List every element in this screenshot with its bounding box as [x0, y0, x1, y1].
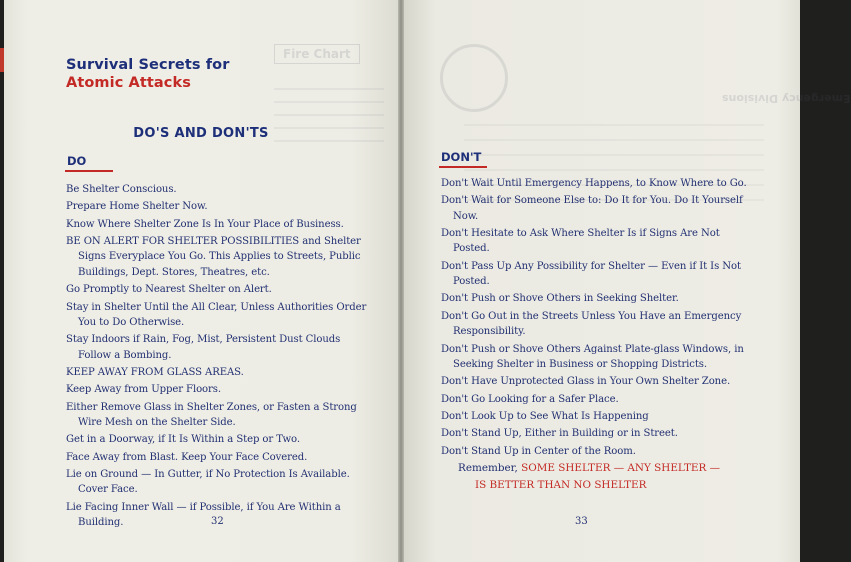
- show-through-text: [274, 88, 384, 153]
- dont-list-item: Don't Pass Up Any Possibility for Shelter — Even if It Is Not Posted.: [441, 260, 741, 288]
- do-list-item: Go Promptly to Nearest Shelter on Alert.: [66, 284, 272, 296]
- left-page: [4, 0, 398, 562]
- dont-list-item: Don't Push or Shove Others Against Plate-glass Windows, in Seeking Shelter in Business or Shopping Districts.: [441, 343, 744, 370]
- page-number-right: 33: [575, 516, 588, 527]
- dont-list-item: Don't Have Unprotected Glass in Your Own Shelter Zone.: [441, 376, 731, 388]
- do-list-item: Know Where Shelter Zone Is In Your Place of Business.: [66, 218, 344, 230]
- dont-list: [441, 176, 747, 461]
- dont-list-item: Don't Wait for Someone Else to: Do It for You. Do It Yourself Now.: [441, 195, 743, 222]
- dont-list-item: Don't Go Looking for a Safer Place.: [441, 393, 619, 405]
- reminder-prefix: Remember,: [458, 462, 518, 474]
- do-heading-label: DO: [67, 154, 87, 168]
- do-list-item: Lie Facing Inner Wall — if Possible, if You Are Within a Building.: [66, 501, 341, 529]
- do-heading: [67, 154, 113, 172]
- do-list-item: Prepare Home Shelter Now.: [66, 201, 208, 213]
- do-list: [66, 182, 376, 533]
- page-number-left: 32: [211, 516, 224, 527]
- dont-heading-label: DON'T: [441, 150, 482, 164]
- do-list-item: Be Shelter Conscious.: [66, 184, 177, 195]
- section-heading: DO'S AND DON'TS: [133, 126, 269, 141]
- reminder-emphasis-2: IS BETTER THAN NO SHELTER: [475, 479, 647, 491]
- do-list-item: Get in a Doorway, if It Is Within a Step or Two.: [66, 434, 300, 446]
- do-list-item: BE ON ALERT FOR SHELTER POSSIBILITIES and Shelter Signs Everyplace You Go. This Applies to Streets, Public Buildings, Dept. Stores, Theatres, etc.: [66, 236, 361, 278]
- dont-list-item: Don't Wait Until Emergency Happens, to Know Where to Go.: [441, 178, 747, 189]
- do-list-item: KEEP AWAY FROM GLASS AREAS.: [66, 366, 244, 378]
- dont-list-item: Don't Stand Up in Center of the Room.: [441, 445, 636, 457]
- do-list-item: Face Away from Blast. Keep Your Face Covered.: [66, 451, 308, 463]
- do-list-item: Lie on Ground — In Gutter, if No Protection Is Available. Cover Face.: [66, 469, 350, 496]
- reminder-emphasis-1: SOME SHELTER — ANY SHELTER —: [521, 462, 721, 474]
- dont-list-item: Don't Hesitate to Ask Where Shelter Is if Signs Are Not Posted.: [441, 228, 720, 255]
- title-line-1: Survival Secrets for: [66, 57, 230, 73]
- dont-list-item: Don't Go Out in the Streets Unless You Have an Emergency Responsibility.: [441, 310, 742, 338]
- do-list-item: Stay Indoors if Rain, Fog, Mist, Persistent Dust Clouds Follow a Bombing.: [66, 334, 341, 361]
- show-through-heading: Fire Chart: [274, 44, 360, 64]
- title-line-2: Atomic Attacks: [66, 75, 191, 91]
- dont-list-item: Don't Look Up to See What Is Happening: [441, 411, 649, 422]
- do-list-item: Keep Away from Upper Floors.: [66, 384, 221, 396]
- dont-heading: [441, 150, 487, 168]
- show-through-heading: Emergency Divisions: [722, 92, 851, 105]
- reminder-note: [458, 460, 778, 494]
- do-heading-underline: [65, 170, 113, 172]
- dont-list-item: Don't Push or Shove Others in Seeking Shelter.: [441, 293, 679, 305]
- dont-list-item: Don't Stand Up, Either in Building or in Street.: [441, 428, 678, 440]
- do-list-item: Either Remove Glass in Shelter Zones, or Fasten a Strong Wire Mesh on the Shelter Side.: [66, 401, 357, 428]
- do-list-item: Stay in Shelter Until the All Clear, Unless Authorities Order You to Do Otherwise.: [66, 301, 367, 328]
- right-page: [404, 0, 851, 562]
- show-through-emblem: [440, 44, 508, 112]
- dont-heading-underline: [439, 166, 487, 168]
